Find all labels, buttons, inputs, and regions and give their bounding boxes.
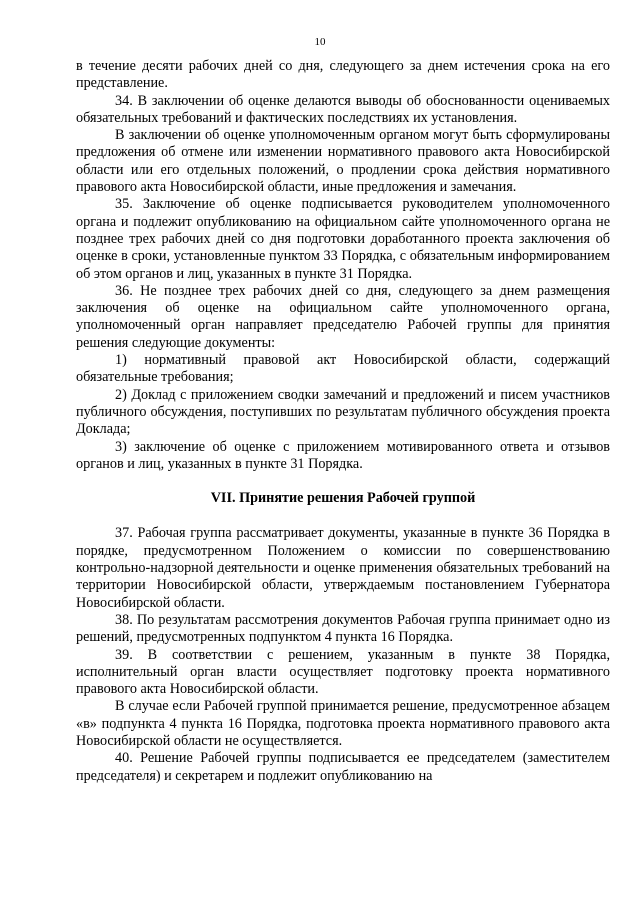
paragraph-36-item-1: 1) нормативный правовой акт Новосибирской области, содержащий обязательные требования; — [76, 352, 610, 386]
paragraph-36-item-2: 2) Доклад с приложением сводки замечаний и предложений и писем участников публичного обсуждения, поступивших по результатам публичного обсуждения проекта Доклада; — [76, 386, 610, 438]
paragraph-40: 40. Решение Рабочей группы подписывается ее председателем (заместителем председателя) и секретарем и подлежит опубликованию на — [76, 750, 610, 784]
section-title: VII. Принятие решения Рабочей группой — [210, 490, 476, 507]
paragraph-39-exception: В случае если Рабочей группой принимается решение, предусмотренное абзацем «в» подпункта 4 пункта 16 Порядка, подготовка проекта нормативного правового акта Новосибирской области не осуществляется. — [76, 698, 610, 749]
paragraph-continuation: в течение десяти рабочих дней со дня, следующего за днем истечения срока на его представление. — [76, 58, 610, 92]
paragraph-37: 37. Рабочая группа рассматривает документы, указанные в пункте 36 Порядка в порядке, предусмотренном Положением о комиссии по совершенствованию контрольно-надзорной деятельности и оценке применения обязательных требований на территории Новосибирской области, утверждаемым постановлением Губернатора Новосибирской области. — [76, 525, 610, 611]
paragraph-36-item-3: 3) заключение об оценке с приложением мотивированного ответа и отзывов органов и лиц, указанных в пункте 31 Порядка. — [76, 438, 610, 472]
document-body — [76, 58, 610, 785]
paragraph-35: 35. Заключение об оценке подписывается руководителем уполномоченного органа и подлежит опубликованию на официальном сайте уполномоченного органа не позднее трех рабочих дней со дня подготовки доработанного проекта заключения об оценке в сроки, установленные пунктом 33 Порядка, с обязательным информированием об этом органов и лиц, указанных в пункте 31 Порядка. — [76, 196, 610, 282]
paragraph-38: 38. По результатам рассмотрения документов Рабочая группа принимает одно из решений, предусмотренных подпунктом 4 пункта 16 Порядка. — [76, 611, 610, 646]
paragraph-34-proposals: В заключении об оценке уполномоченным органом могут быть сформулированы предложения об отмене или изменении нормативного правового акта Новосибирской области или его отдельных положений, о продлении срока действия нормативного правового акта Новосибирской области, иные предложения и замечания. — [76, 127, 610, 196]
page-number: 10 — [314, 36, 326, 48]
paragraph-39: 39. В соответствии с решением, указанным в пункте 38 Порядка, исполнительный орган власти осуществляет подготовку проекта нормативного правового акта Новосибирской области. — [76, 646, 610, 698]
paragraph-34: 34. В заключении об оценке делаются выводы об обоснованности оцениваемых обязательных требований и фактических последствиях их установления. — [76, 92, 610, 126]
paragraph-36: 36. Не позднее трех рабочих дней со дня, следующего за днем размещения заключения об оценке на официальном сайте уполномоченного органа, уполномоченный орган направляет председателю Рабочей группы для принятия решения следующие документы: — [76, 282, 610, 351]
